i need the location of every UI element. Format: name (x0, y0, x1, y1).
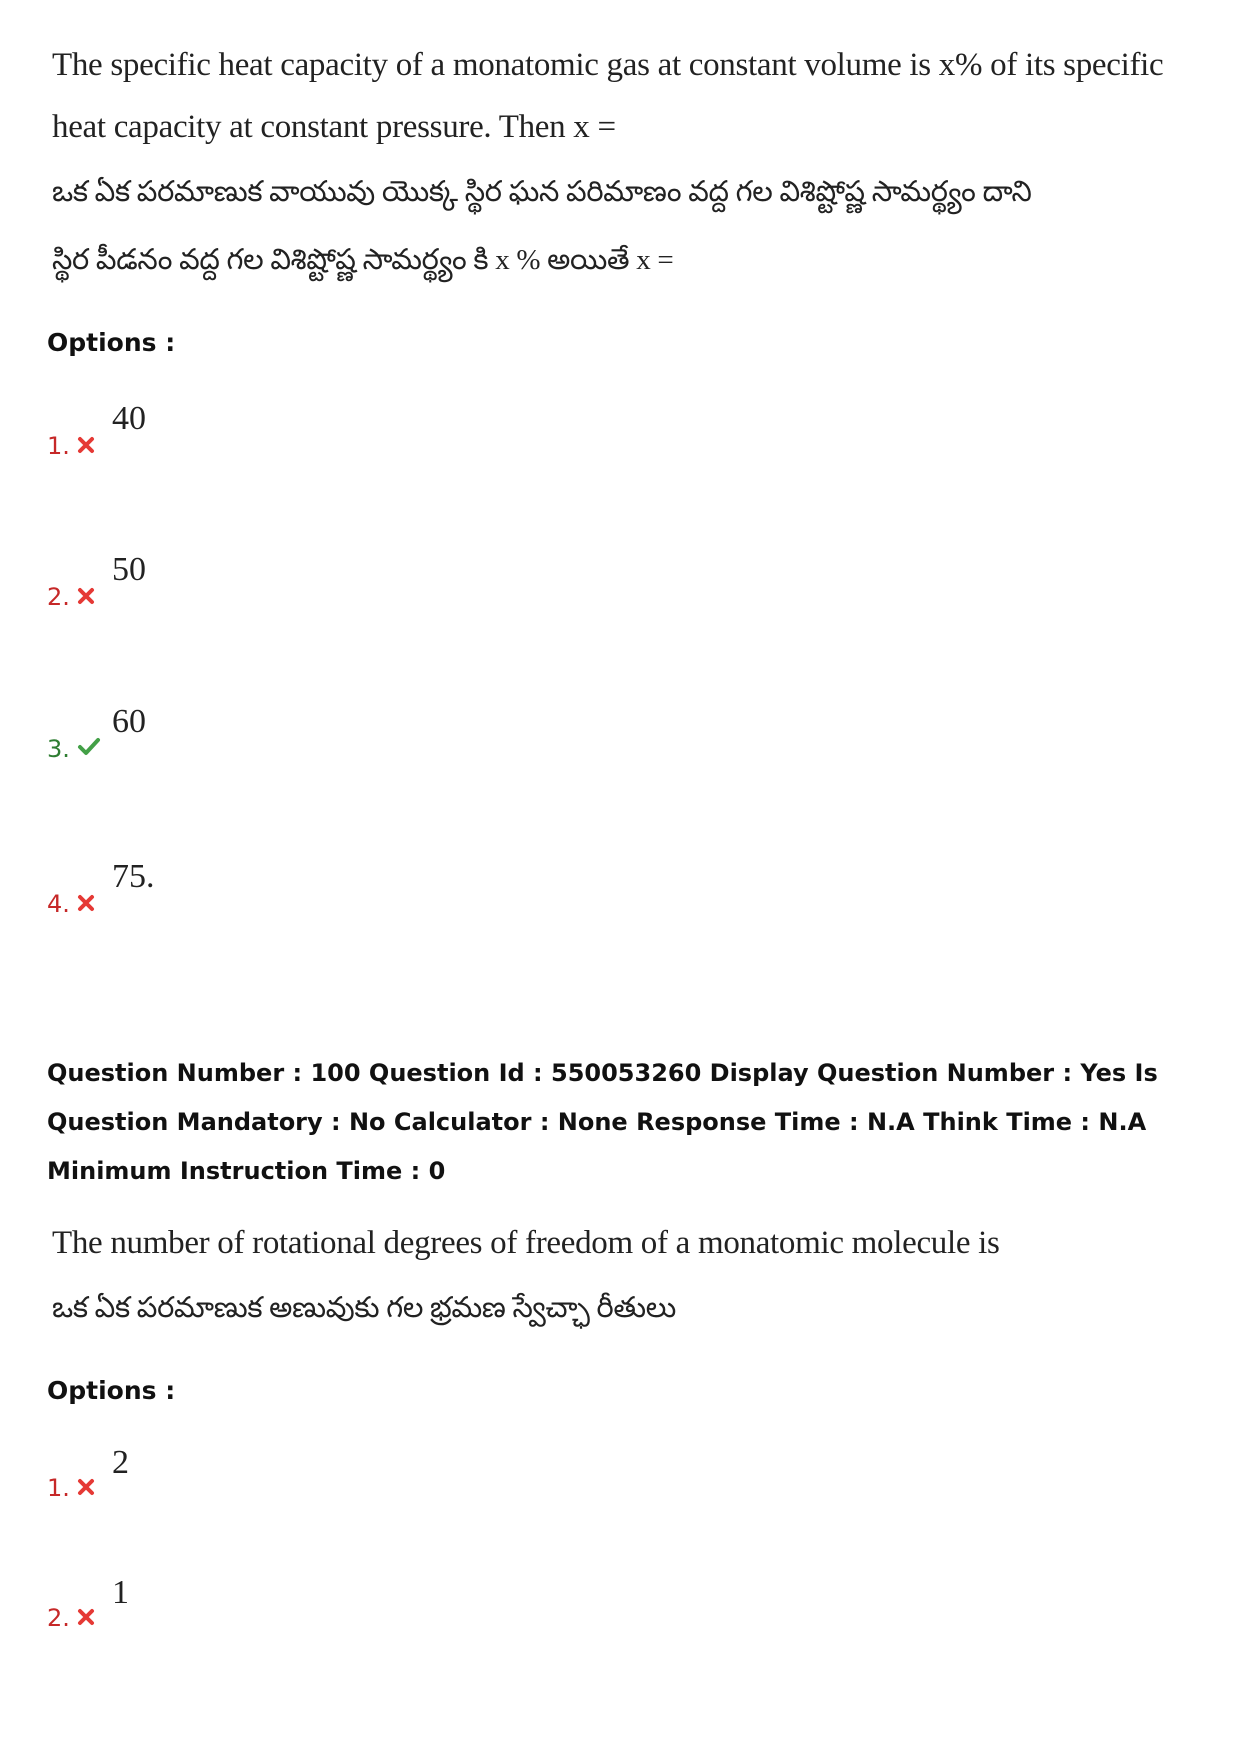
cross-icon (77, 587, 95, 605)
check-icon (77, 737, 101, 757)
option-1 (47, 400, 447, 480)
option-value: 2 (112, 1444, 129, 1481)
question-2-options-label: Options : (47, 1376, 176, 1405)
question-2-text (52, 1212, 1000, 1342)
cross-icon (77, 894, 95, 912)
question-1-telugu-line-1: ఒక ఏక పరమాణుక వాయువు యొక్క స్థిర ఘన పరిమాణం వద్ద గల విశిష్టోష్ణ సామర్థ్యం దాని (52, 176, 1032, 208)
option-number: 3. (47, 735, 70, 763)
option-1 (47, 1444, 447, 1524)
option-number: 1. (47, 1474, 70, 1502)
cross-icon (77, 1478, 95, 1496)
option-2 (47, 1574, 447, 1654)
option-2 (47, 551, 447, 631)
question-2-line-1: The number of rotational degrees of freedom of a monatomic molecule is (52, 1225, 1000, 1261)
option-number: 1. (47, 432, 70, 460)
question-1-options-label: Options : (47, 328, 176, 357)
question-1-telugu-line-2: స్థిర పీడనం వద్ద గల విశిష్టోష్ణ సామర్థ్యం కి x % అయితే x = (52, 244, 674, 276)
question-2-metadata: Question Number : 100 Question Id : 550053260 Display Question Number : Yes Is Question Mandatory : No Calculator : None Response Time : N.A Think Time : N.A Minimum Instruction Time : 0 (47, 1059, 1158, 1185)
option-value: 75. (112, 858, 155, 895)
option-4 (47, 858, 447, 938)
cross-icon (77, 1608, 95, 1626)
cross-icon (77, 436, 95, 454)
option-value: 60 (112, 703, 146, 740)
option-number: 2. (47, 1604, 70, 1632)
option-3 (47, 703, 447, 783)
question-2-telugu-line-1: ఒక ఏక పరమాణుక అణువుకు గల భ్రమణ స్వేచ్ఛా రీతులు (52, 1292, 676, 1324)
option-number: 2. (47, 583, 70, 611)
option-value: 50 (112, 551, 146, 588)
option-value: 40 (112, 400, 146, 437)
question-1-text (52, 34, 1163, 294)
question-1-line-1: The specific heat capacity of a monatomic gas at constant volume is x% of its specific (52, 47, 1164, 83)
option-value: 1 (112, 1574, 129, 1611)
question-1-line-2: heat capacity at constant pressure. Then x = (52, 109, 616, 145)
option-number: 4. (47, 890, 70, 918)
